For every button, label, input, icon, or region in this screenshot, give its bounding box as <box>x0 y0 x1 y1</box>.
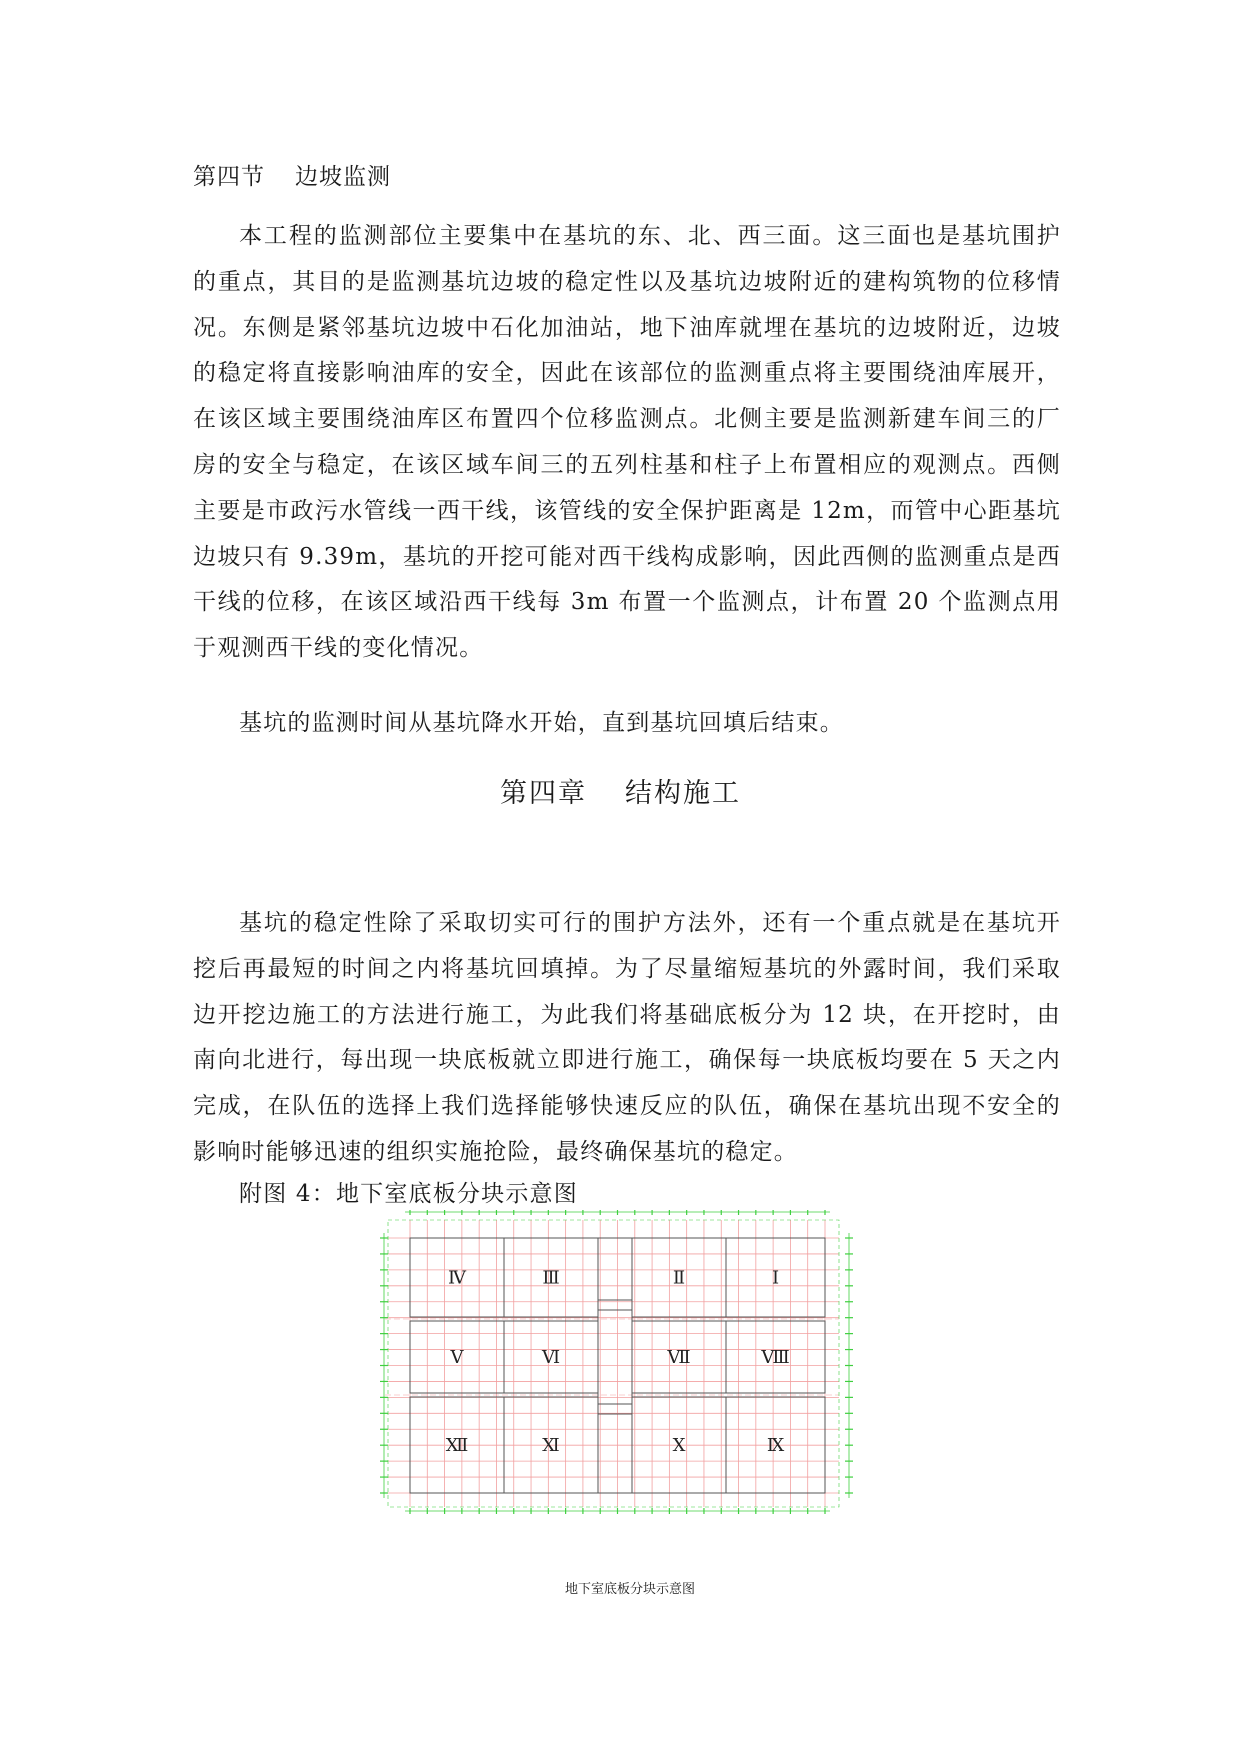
slab-diagram-svg <box>370 1200 890 1570</box>
slab-block-label: Ⅰ <box>771 1267 780 1289</box>
chapter-number: 第四章 <box>500 778 587 809</box>
paragraph-structure: 基坑的稳定性除了采取切实可行的围护方法外，还有一个重点就是在基坑开挖后再最短的时间之内将基坑回填掉。为了尽量缩短基坑的外露时间，我们采取边开挖边施工的方法进行施工，为此我们将基础底板分为 12 块，在开挖时，由南向北进行，每出现一块底板就立即进行施工，确保每一块底板均要在 5 天之内完成，在队伍的选择上我们选择能够快速反应的队伍，确保在基坑出现不安全的影响时能够迅速的组织实施抢险，最终确保基坑的稳定。 <box>193 910 1061 1165</box>
slab-block-label: Ⅻ <box>445 1435 469 1456</box>
figure-caption: 地下室底板分块示意图 <box>564 1582 695 1597</box>
slab-block-label: Ⅱ <box>672 1267 686 1289</box>
floor-slab-block-diagram <box>370 1200 890 1570</box>
slab-block-label: Ⅴ <box>450 1347 464 1368</box>
chapter-title: 结构施工 <box>625 778 741 809</box>
chapter-heading <box>0 771 1241 810</box>
slab-block-label: Ⅷ <box>761 1347 790 1368</box>
section-number: 第四节 <box>193 164 265 190</box>
slab-block-label: Ⅵ <box>541 1347 561 1368</box>
paragraph-figure-reference: 附图 4：地下室底板分块示意图 <box>239 1181 578 1207</box>
section-title: 边坡监测 <box>295 164 391 190</box>
slab-block-label: Ⅳ <box>448 1267 466 1289</box>
slab-block-label: Ⅹ <box>672 1435 686 1456</box>
paragraph-monitoring-scope: 本工程的监测部位主要集中在基坑的东、北、西三面。这三面也是基坑围护的重点，其目的是监测基坑边坡的稳定性以及基坑边坡附近的建构筑物的位移情况。东侧是紧邻基坑边坡中石化加油站，地下油库就埋在基坑的边坡附近，边坡的稳定将直接影响油库的安全，因此在该部位的监测重点将主要围绕油库展开，在该区域主要围绕油库区布置四个位移监测点。北侧主要是监测新建车间三的厂房的安全与稳定，在该区域车间三的五列柱基和柱子上布置相应的观测点。西侧主要是市政污水管线一西干线，该管线的安全保护距离是 12m，而管中心距基坑边坡只有 9.39m，基坑的开挖可能对西干线构成影响，因此西侧的监测重点是西干线的位移，在该区域沿西干线每 3m 布置一个监测点，计布置 20 个监测点用于观测西干线的变化情况。 <box>193 223 1061 662</box>
paragraph-monitoring-time: 基坑的监测时间从基坑降水开始，直到基坑回填后结束。 <box>239 710 844 736</box>
slab-block-label: Ⅺ <box>542 1435 560 1456</box>
slab-block-label: Ⅸ <box>766 1435 785 1456</box>
slab-block-label: Ⅲ <box>542 1267 560 1289</box>
slab-block-label: Ⅶ <box>667 1347 691 1368</box>
section-heading <box>193 158 391 191</box>
